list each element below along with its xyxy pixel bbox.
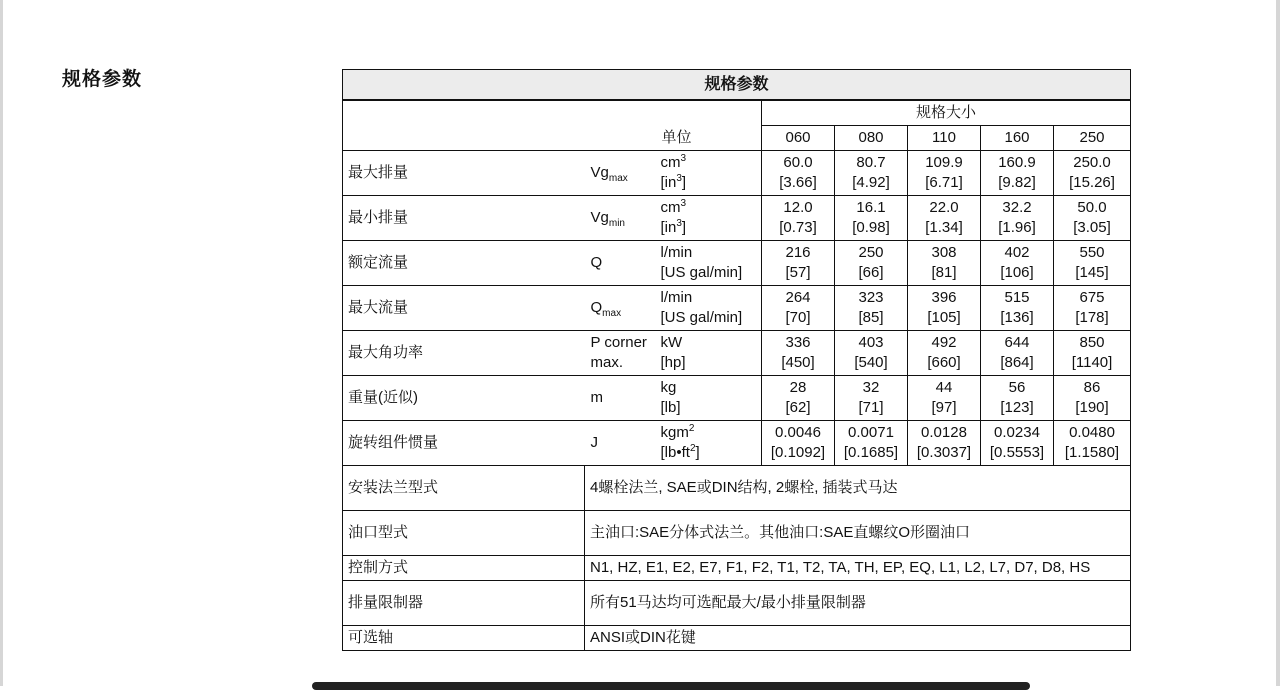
value-cell-110 <box>908 151 981 196</box>
window-left-edge <box>0 0 3 686</box>
symbol-text: Q <box>590 254 603 271</box>
row-label: 额定流量 <box>343 241 585 286</box>
row-symbol <box>585 196 659 241</box>
value-cell-110 <box>908 421 981 466</box>
value-primary: 250 <box>858 244 884 261</box>
symbol-text: J <box>590 434 598 451</box>
value-secondary: [190] <box>1075 399 1109 416</box>
value-secondary: [97] <box>931 399 957 416</box>
table-row <box>343 331 1131 376</box>
row-symbol <box>585 151 659 196</box>
row-text: 所有51马达均可选配最大/最小排量限制器 <box>585 581 1131 626</box>
unit-alt-tail: ] <box>695 444 700 461</box>
value-cell-080 <box>835 421 908 466</box>
value-primary: 32 <box>862 379 880 396</box>
value-primary: 28 <box>789 379 807 396</box>
value-primary: 396 <box>931 289 957 306</box>
symbol-text: Vg <box>590 209 609 226</box>
value-primary: 308 <box>931 244 957 261</box>
value-cell-080 <box>835 286 908 331</box>
size-header-110: 110 <box>908 126 981 151</box>
size-header-160: 160 <box>981 126 1054 151</box>
value-cell-080 <box>835 241 908 286</box>
row-symbol <box>585 376 659 421</box>
row-symbol <box>585 286 659 331</box>
value-primary: 402 <box>1004 244 1030 261</box>
value-cell-250 <box>1054 331 1131 376</box>
table-row <box>343 421 1131 466</box>
row-label: 重量(近似) <box>343 376 585 421</box>
value-secondary: [6.71] <box>925 174 963 191</box>
value-cell-110 <box>908 286 981 331</box>
value-primary: 86 <box>1083 379 1101 396</box>
value-cell-060 <box>762 376 835 421</box>
value-secondary: [450] <box>781 354 815 371</box>
unit-main: cm <box>660 154 681 171</box>
unit-main-superscript: 3 <box>680 153 687 164</box>
value-primary: 80.7 <box>856 154 886 171</box>
symbol-subscript: max <box>608 173 628 184</box>
value-cell-060 <box>762 241 835 286</box>
value-secondary: [660] <box>927 354 961 371</box>
value-secondary: [15.26] <box>1069 174 1115 191</box>
value-secondary: [136] <box>1000 309 1034 326</box>
unit-main: kW <box>660 334 683 351</box>
value-secondary: [9.82] <box>998 174 1036 191</box>
spec-table <box>342 69 1131 651</box>
unit-alt-tail: ] <box>681 174 687 191</box>
unit-alt-superscript: 3 <box>676 218 682 229</box>
symbol-subscript: max <box>602 308 622 319</box>
value-secondary: [0.73] <box>779 219 817 236</box>
symbol-text: Q <box>590 299 603 316</box>
value-primary: 644 <box>1004 334 1030 351</box>
value-secondary: [71] <box>858 399 884 416</box>
value-secondary: [3.66] <box>779 174 817 191</box>
value-cell-060 <box>762 331 835 376</box>
value-cell-110 <box>908 241 981 286</box>
value-primary: 50.0 <box>1077 199 1107 216</box>
unit-alt: [hp] <box>660 354 686 371</box>
value-secondary: [66] <box>858 264 884 281</box>
value-cell-160 <box>981 421 1054 466</box>
value-primary: 550 <box>1079 244 1105 261</box>
unit-main-superscript: 2 <box>688 423 695 434</box>
unit-main: kgm <box>660 424 689 441</box>
table-row <box>343 151 1131 196</box>
unit-alt: [lb] <box>660 399 681 416</box>
value-primary: 0.0128 <box>921 424 967 441</box>
value-primary: 216 <box>785 244 811 261</box>
value-secondary: [1.96] <box>998 219 1036 236</box>
value-secondary: [0.1685] <box>843 444 899 461</box>
unit-main-superscript: 3 <box>680 198 687 209</box>
row-unit <box>659 286 762 331</box>
row-text: N1, HZ, E1, E2, E7, F1, F2, T1, T2, TA, TH, EP, EQ, L1, L2, L7, D7, D8, HS <box>585 556 1131 581</box>
symbol-subscript: min <box>608 218 625 229</box>
value-secondary: [123] <box>1000 399 1034 416</box>
value-cell-250 <box>1054 151 1131 196</box>
value-primary: 264 <box>785 289 811 306</box>
header-blank-unit <box>659 100 762 126</box>
value-cell-160 <box>981 241 1054 286</box>
row-unit <box>659 376 762 421</box>
row-label: 最大流量 <box>343 286 585 331</box>
unit-main: l/min <box>660 244 693 261</box>
table-row <box>343 196 1131 241</box>
value-cell-060 <box>762 421 835 466</box>
row-label: 最大排量 <box>343 151 585 196</box>
table-row <box>343 376 1131 421</box>
unit-main: l/min <box>660 289 693 306</box>
value-cell-110 <box>908 331 981 376</box>
row-label: 排量限制器 <box>343 581 585 626</box>
value-primary: 323 <box>858 289 884 306</box>
unit-main: kg <box>660 379 677 396</box>
value-secondary: [864] <box>1000 354 1034 371</box>
table-row <box>343 556 1131 581</box>
value-cell-080 <box>835 151 908 196</box>
row-label: 最大角功率 <box>343 331 585 376</box>
value-cell-160 <box>981 376 1054 421</box>
value-cell-250 <box>1054 241 1131 286</box>
value-cell-060 <box>762 286 835 331</box>
value-cell-160 <box>981 196 1054 241</box>
value-cell-250 <box>1054 376 1131 421</box>
row-unit <box>659 331 762 376</box>
table-row <box>343 626 1131 651</box>
value-secondary: [4.92] <box>852 174 890 191</box>
symbol-text: m <box>590 389 603 406</box>
value-secondary: [145] <box>1075 264 1109 281</box>
value-secondary: [3.05] <box>1073 219 1111 236</box>
table-row <box>343 511 1131 556</box>
row-label: 最小排量 <box>343 196 585 241</box>
value-primary: 160.9 <box>998 154 1036 171</box>
size-header-080: 080 <box>835 126 908 151</box>
value-secondary: [0.3037] <box>916 444 972 461</box>
value-secondary: [0.1092] <box>770 444 826 461</box>
table-row <box>343 466 1131 511</box>
value-cell-250 <box>1054 196 1131 241</box>
value-primary: 0.0480 <box>1069 424 1115 441</box>
value-primary: 675 <box>1079 289 1105 306</box>
row-text: 4螺栓法兰, SAE或DIN结构, 2螺栓, 插装式马达 <box>585 466 1131 511</box>
value-primary: 12.0 <box>783 199 813 216</box>
value-secondary: [62] <box>785 399 811 416</box>
row-label: 可选轴 <box>343 626 585 651</box>
value-cell-060 <box>762 151 835 196</box>
row-text: ANSI或DIN花键 <box>585 626 1131 651</box>
window-right-edge <box>1276 0 1280 686</box>
symbol-text: P corner <box>590 334 647 351</box>
unit-alt: [US gal/min] <box>660 309 743 326</box>
unit-main: cm <box>660 199 681 216</box>
row-label: 控制方式 <box>343 556 585 581</box>
value-secondary: [57] <box>785 264 811 281</box>
row-label: 安装法兰型式 <box>343 466 585 511</box>
value-cell-250 <box>1054 421 1131 466</box>
value-primary: 403 <box>858 334 884 351</box>
header-blank <box>343 100 585 151</box>
table-row <box>343 241 1131 286</box>
row-unit <box>659 151 762 196</box>
row-unit <box>659 196 762 241</box>
unit-alt-superscript: 2 <box>689 443 696 454</box>
value-cell-160 <box>981 286 1054 331</box>
value-primary: 850 <box>1079 334 1105 351</box>
value-cell-110 <box>908 196 981 241</box>
value-secondary: [105] <box>927 309 961 326</box>
value-primary: 32.2 <box>1002 199 1032 216</box>
symbol-text: Vg <box>590 164 609 181</box>
value-cell-080 <box>835 331 908 376</box>
unit-alt-superscript: 3 <box>676 173 682 184</box>
value-primary: 492 <box>931 334 957 351</box>
value-secondary: [85] <box>858 309 884 326</box>
value-primary: 44 <box>935 379 953 396</box>
table-caption: 规格参数 <box>343 70 1131 101</box>
table-row <box>343 286 1131 331</box>
unit-alt: [lb•ft <box>660 444 690 461</box>
row-text: 主油口:SAE分体式法兰。其他油口:SAE直螺纹O形圈油口 <box>585 511 1131 556</box>
row-label: 旋转组件惯量 <box>343 421 585 466</box>
value-secondary: [1.1580] <box>1064 444 1120 461</box>
value-secondary: [70] <box>785 309 811 326</box>
unit-alt: [in <box>660 174 677 191</box>
row-symbol <box>585 331 659 376</box>
size-header-250: 250 <box>1054 126 1131 151</box>
value-cell-160 <box>981 151 1054 196</box>
table-row <box>343 581 1131 626</box>
value-secondary: [178] <box>1075 309 1109 326</box>
value-primary: 16.1 <box>856 199 886 216</box>
unit-alt-tail: ] <box>681 219 687 236</box>
row-unit <box>659 241 762 286</box>
value-primary: 60.0 <box>783 154 813 171</box>
value-cell-250 <box>1054 286 1131 331</box>
header-blank-symbol <box>585 100 659 151</box>
value-secondary: [1140] <box>1071 354 1113 371</box>
value-primary: 250.0 <box>1073 154 1111 171</box>
size-group-header: 规格大小 <box>762 100 1131 126</box>
row-symbol <box>585 241 659 286</box>
value-cell-160 <box>981 331 1054 376</box>
value-primary: 0.0071 <box>848 424 894 441</box>
horizontal-scrollbar[interactable] <box>312 682 1030 690</box>
value-primary: 0.0046 <box>775 424 821 441</box>
value-primary: 22.0 <box>929 199 959 216</box>
value-primary: 56 <box>1008 379 1026 396</box>
value-primary: 109.9 <box>925 154 963 171</box>
row-label: 油口型式 <box>343 511 585 556</box>
row-unit <box>659 421 762 466</box>
size-header-060: 060 <box>762 126 835 151</box>
value-primary: 0.0234 <box>994 424 1040 441</box>
value-secondary: [106] <box>1000 264 1034 281</box>
value-secondary: [540] <box>854 354 888 371</box>
value-cell-080 <box>835 376 908 421</box>
unit-alt: [in <box>660 219 677 236</box>
value-secondary: [0.5553] <box>989 444 1045 461</box>
symbol-line2: max. <box>590 354 624 371</box>
unit-alt: [US gal/min] <box>660 264 743 281</box>
value-cell-060 <box>762 196 835 241</box>
value-secondary: [1.34] <box>925 219 963 236</box>
row-symbol <box>585 421 659 466</box>
value-secondary: [0.98] <box>852 219 890 236</box>
value-primary: 336 <box>785 334 811 351</box>
value-primary: 515 <box>1004 289 1030 306</box>
value-cell-080 <box>835 196 908 241</box>
unit-header: 单位 <box>659 126 762 151</box>
section-title: 规格参数 <box>62 68 143 90</box>
value-secondary: [81] <box>931 264 957 281</box>
value-cell-110 <box>908 376 981 421</box>
